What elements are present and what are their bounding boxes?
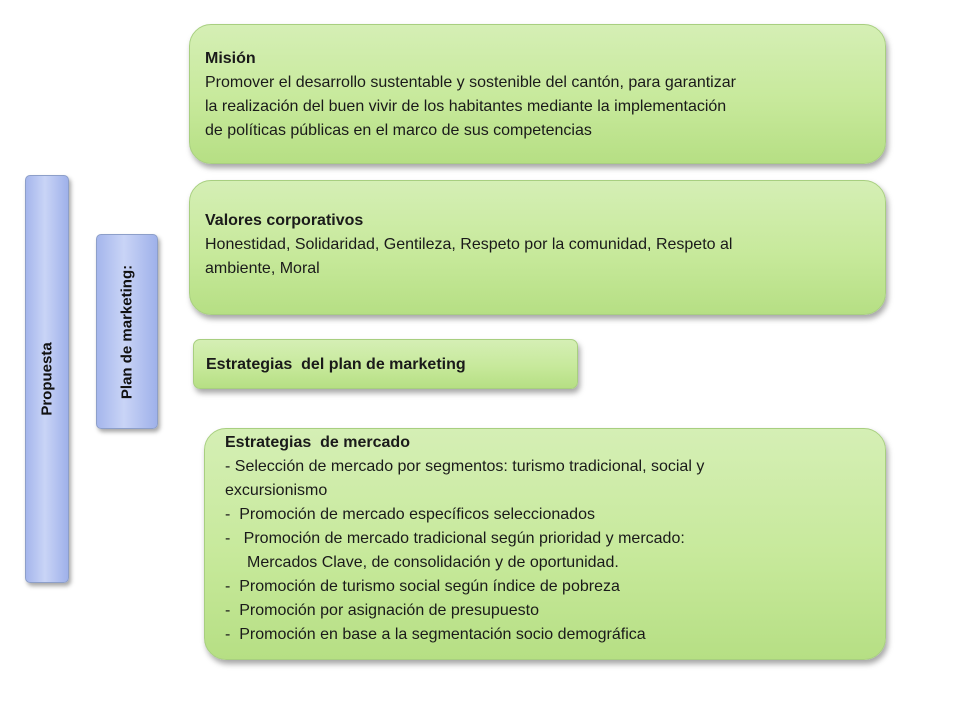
estrategia-item: - Selección de mercado por segmentos: turismo tradicional, social y [225, 458, 705, 475]
estrategia-item: - Promoción de mercado tradicional según prioridad y mercado: [225, 530, 685, 547]
propuesta-bar [25, 175, 69, 583]
mision-line: la realización del buen vivir de los habitantes mediante la implementación [205, 98, 727, 115]
estrategia-item: - Promoción de turismo social según índice de pobreza [225, 578, 620, 595]
estrategia-item: excursionismo [225, 482, 328, 499]
estrategia-item: - Promoción en base a la segmentación socio demográfica [225, 626, 646, 643]
mision-line: Promover el desarrollo sustentable y sostenible del cantón, para garantizar [205, 74, 736, 91]
valores-corporativos-box [189, 180, 886, 315]
estrategias-plan-title: Estrategias del plan de marketing [206, 356, 466, 373]
estrategia-item: Mercados Clave, de consolidación y de oportunidad. [247, 554, 619, 571]
estrategias-plan-box [193, 339, 578, 389]
mision-box [189, 24, 886, 164]
plan-de-marketing-label: Plan de marketing: [118, 264, 136, 399]
valores-title: Valores corporativos [205, 212, 364, 229]
estrategia-item: - Promoción de mercado específicos seleccionados [225, 506, 595, 523]
valores-line: ambiente, Moral [205, 260, 320, 277]
valores-line: Honestidad, Solidaridad, Gentileza, Respeto por la comunidad, Respeto al [205, 236, 733, 253]
mision-line: de políticas públicas en el marco de sus competencias [205, 122, 592, 139]
estrategias-mercado-box [204, 428, 886, 660]
mision-title: Misión [205, 50, 256, 67]
estrategias-mercado-title: Estrategias de mercado [225, 434, 410, 451]
propuesta-label: Propuesta [38, 342, 56, 416]
plan-de-marketing-bar [96, 234, 158, 429]
estrategia-item: - Promoción por asignación de presupuesto [225, 602, 539, 619]
